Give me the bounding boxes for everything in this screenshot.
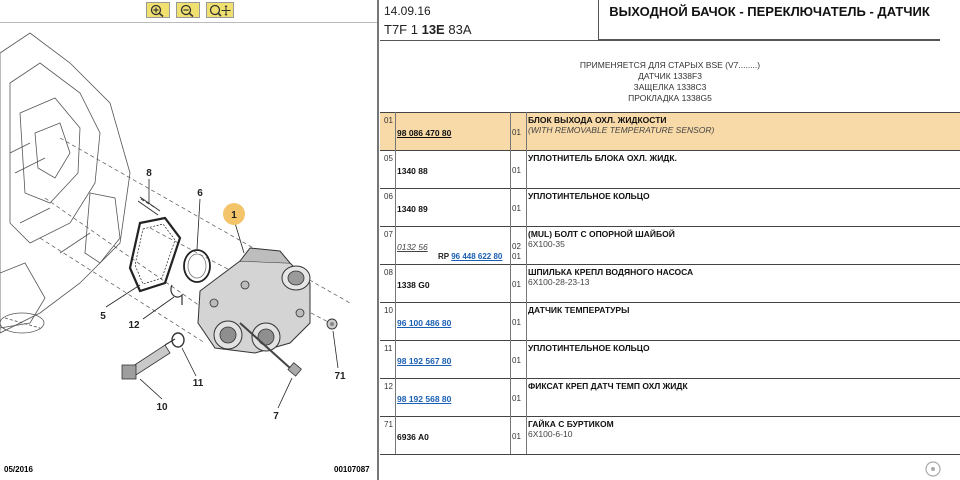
callout-8: 8 [146, 168, 152, 179]
callout-7: 7 [273, 411, 279, 422]
note-line: ПРОКЛАДКА 1338G5 [628, 93, 712, 103]
note-line: ЗАЩЕЛКА 1338C3 [633, 82, 707, 92]
row-qty: 01 [512, 432, 521, 441]
diagram-pane [0, 0, 378, 480]
part-number-link[interactable]: 98 192 568 80 [397, 394, 452, 404]
row-qty: 01 [512, 128, 521, 137]
diagram-date: 05/2016 [4, 465, 33, 474]
rp-part-number-link[interactable]: 96 448 622 80 [451, 252, 503, 261]
part-number-link[interactable]: 96 100 486 80 [397, 318, 452, 328]
part-row-10[interactable] [380, 303, 960, 340]
row-qty-2: 01 [512, 252, 521, 261]
part-number[interactable]: 1340 88 [397, 166, 428, 176]
applicability-note [380, 60, 960, 104]
callout-10: 10 [156, 402, 168, 413]
catalog-date: 14.09.16 [384, 4, 431, 18]
row-qty: 01 [512, 280, 521, 289]
row-index: 12 [384, 382, 393, 391]
exploded-parts-drawing [0, 23, 378, 463]
zoom-out-icon [179, 4, 197, 17]
zoom-out-button[interactable] [176, 2, 200, 18]
scroll-indicator-icon[interactable] [924, 460, 942, 478]
part-description: УПЛОТИНТЕЛЬНОЕ КОЛЬЦО [528, 191, 650, 201]
part-row-71[interactable] [380, 417, 960, 454]
zoom-in-icon [149, 4, 167, 17]
clip-12-sketch [171, 285, 182, 305]
part-description: УПЛОТНИТЕЛЬ БЛОКА ОХЛ. ЖИДК. [528, 153, 677, 163]
row-qty: 02 [512, 242, 521, 251]
row-index: 01 [384, 116, 393, 125]
pane-divider[interactable] [377, 0, 379, 480]
part-row-01[interactable] [380, 113, 960, 150]
part-row-12[interactable] [380, 379, 960, 416]
part-description: ФИКСАТ КРЕП ДАТЧ ТЕМП ОХЛ ЖИДК [528, 381, 688, 391]
note-line: ДАТЧИК 1338F3 [638, 71, 702, 81]
row-index: 06 [384, 192, 393, 201]
row-index: 08 [384, 268, 393, 277]
part-remark: 6X100-6-10 [528, 429, 573, 439]
ref-prefix: T7F 1 [384, 22, 418, 37]
nut-71-sketch [327, 319, 337, 329]
column-separator [395, 112, 396, 454]
row-index: 10 [384, 306, 393, 315]
title-box [598, 0, 940, 40]
zoom-area-button[interactable] [206, 2, 234, 18]
row-index: 05 [384, 154, 393, 163]
catalog-reference [384, 22, 472, 37]
part-description: (MUL) БОЛТ С ОПОРНОЙ ШАЙБОЙ [528, 229, 675, 239]
part-row-05[interactable] [380, 151, 960, 188]
ref-group: 13E [421, 22, 445, 37]
rp-label: RP [438, 252, 449, 261]
part-description: БЛОК ВЫХОДА ОХЛ. ЖИДКОСТИ [528, 115, 667, 125]
header-divider [380, 40, 940, 41]
zoom-in-button[interactable] [146, 2, 170, 18]
callout-12: 12 [128, 320, 140, 331]
callout-11: 11 [192, 378, 204, 389]
part-description: УПЛОТИНТЕЛЬНОЕ КОЛЬЦО [528, 343, 650, 353]
zoom-area-icon [208, 4, 232, 17]
row-qty: 01 [512, 204, 521, 213]
sensor-10-sketch [122, 339, 175, 379]
ref-suffix: 83A [448, 22, 472, 37]
part-description: ГАЙКА С БУРТИКОМ [528, 419, 614, 429]
page-title: ВЫХОДНОЙ БАЧОК - ПЕРЕКЛЮЧАТЕЛЬ - ДАТЧИК [609, 4, 930, 19]
row-qty: 01 [512, 166, 521, 175]
zoom-toolbar [0, 0, 378, 23]
row-qty: 01 [512, 394, 521, 403]
part-row-07[interactable] [380, 227, 960, 264]
parts-pane [380, 0, 960, 480]
column-separator [526, 112, 527, 454]
part-number[interactable]: 1340 89 [397, 204, 428, 214]
row-qty: 01 [512, 318, 521, 327]
part-number[interactable]: 1338 G0 [397, 280, 430, 290]
part-number-link[interactable]: 98 192 567 80 [397, 356, 452, 366]
part-remark: 6X100-35 [528, 239, 565, 249]
part-number[interactable]: 98 086 470 80 [397, 128, 452, 138]
row-qty: 01 [512, 356, 521, 365]
outlet-housing-1-sketch [198, 248, 310, 353]
part-remark: (WITH REMOVABLE TEMPERATURE SENSOR) [528, 125, 715, 135]
engine-block-sketch [0, 33, 130, 333]
diagram-number: 00107087 [334, 465, 370, 474]
part-row-11[interactable] [380, 341, 960, 378]
note-line: ПРИМЕНЯЕТСЯ ДЛЯ СТАРЫХ BSE (V7........) [579, 60, 761, 70]
row-index: 07 [384, 230, 393, 239]
part-description: ШПИЛЬКА КРЕПЛ ВОДЯНОГО НАСОСА [528, 267, 694, 277]
part-remark: 6X100-28-23-13 [528, 277, 590, 287]
part-number-superseded: 0132 56 [397, 242, 428, 252]
part-row-06[interactable] [380, 189, 960, 226]
column-separator [510, 112, 511, 454]
row-divider [380, 454, 960, 455]
part-row-08[interactable] [380, 265, 960, 302]
callout-6: 6 [197, 188, 203, 199]
part-number[interactable]: 6936 A0 [397, 432, 429, 442]
callout-71: 71 [334, 371, 346, 382]
callout-5: 5 [100, 311, 106, 322]
replacement-part[interactable] [438, 252, 502, 261]
part-description: ДАТЧИК ТЕМПЕРАТУРЫ [528, 305, 630, 315]
row-index: 11 [384, 344, 393, 353]
row-index: 71 [384, 420, 393, 429]
callout-1: 1 [231, 210, 237, 221]
